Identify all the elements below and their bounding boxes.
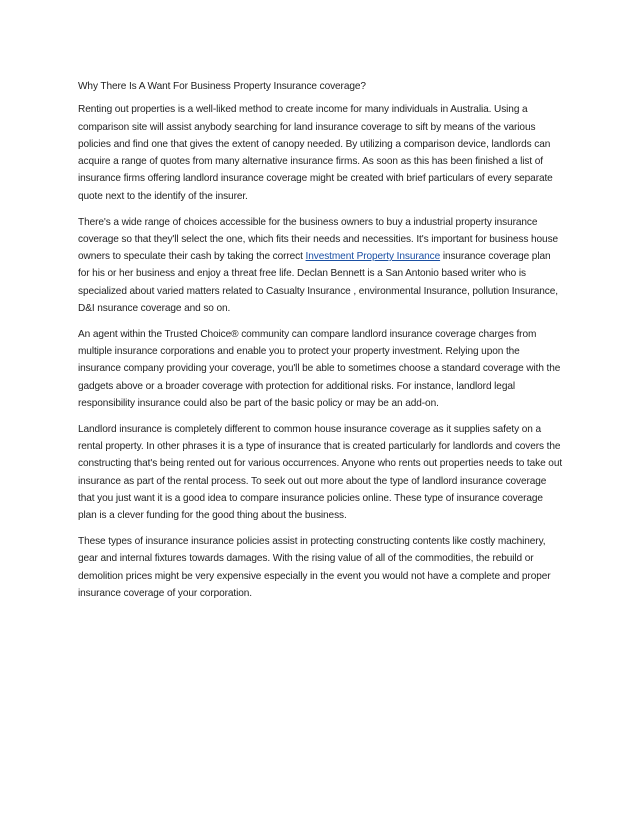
paragraph-4: Landlord insurance is completely different to common house insurance coverage as it supplies safety on a rental property. In other phrases it is a type of insurance that is created particularly for landlords and covers the constructing that's being rented out for various occurrences. Anyone who rents out properties needs to take out insurance as part of the rental process. To seek out out more about the type of landlord insurance coverage that you just want it is a good idea to compare insurance policies online. These type of insurance coverage plan is a clever funding for the good thing about the business. [78,423,563,522]
document-title: Why There Is A Want For Business Property Insurance coverage? [78,81,366,92]
paragraph-2-before-link: There's a wide range of choices accessible for the business owners to buy a industrial property insurance coverage so that they'll select the one, which fits their needs and necessities. It's important for business house owners to speculate their cash by taking the correct [78,216,559,263]
paragraph-1: Renting out properties is a well-liked method to create income for many individuals in Australia. Using a comparison site will assist anybody searching for land insurance coverage to sift by means of the various policies and find one that gives the extent of canopy needed. By utilizing a comparison device, landlords can acquire a range of quotes from many alternative insurance firms. As soon as this has been finished a list of insurance firms offering landlord insurance coverage might be created with brief particulars of every separate quote next to the identify of the insurer. [78,104,553,202]
paragraph-2 [78,214,564,318]
investment-property-insurance-link[interactable]: Investment Property Insurance [305,251,441,263]
document-body [78,78,564,611]
paragraph-2-after-link: insurance coverage plan for his or her business and enjoy a threat free life. Declan Bennett is a San Antonio based writer who is specialized about varied matters related to Casualty Insurance , environmental Insurance, pollution Insurance, D&I nsurance coverage and so on. [78,251,558,315]
paragraph-5: These types of insurance insurance policies assist in protecting constructing contents like costly machinery, gear and internal fixtures towards damages. With the rising value of all of the commodities, the rebuild or demolition prices might be very expensive especially in the event you would not have a complete and proper insurance coverage of your corporation. [78,536,551,600]
paragraph-3: An agent within the Trusted Choice® community can compare landlord insurance coverage charges from multiple insurance corporations and enable you to protect your property investment. Relying upon the insurance company providing your coverage, you'll be able to sometimes choose a standard coverage with the gadgets above or a broader coverage with protection for additional risks. For instance, landlord legal responsibility insurance could also be part of the basic policy or may be an add-on. [78,328,561,410]
